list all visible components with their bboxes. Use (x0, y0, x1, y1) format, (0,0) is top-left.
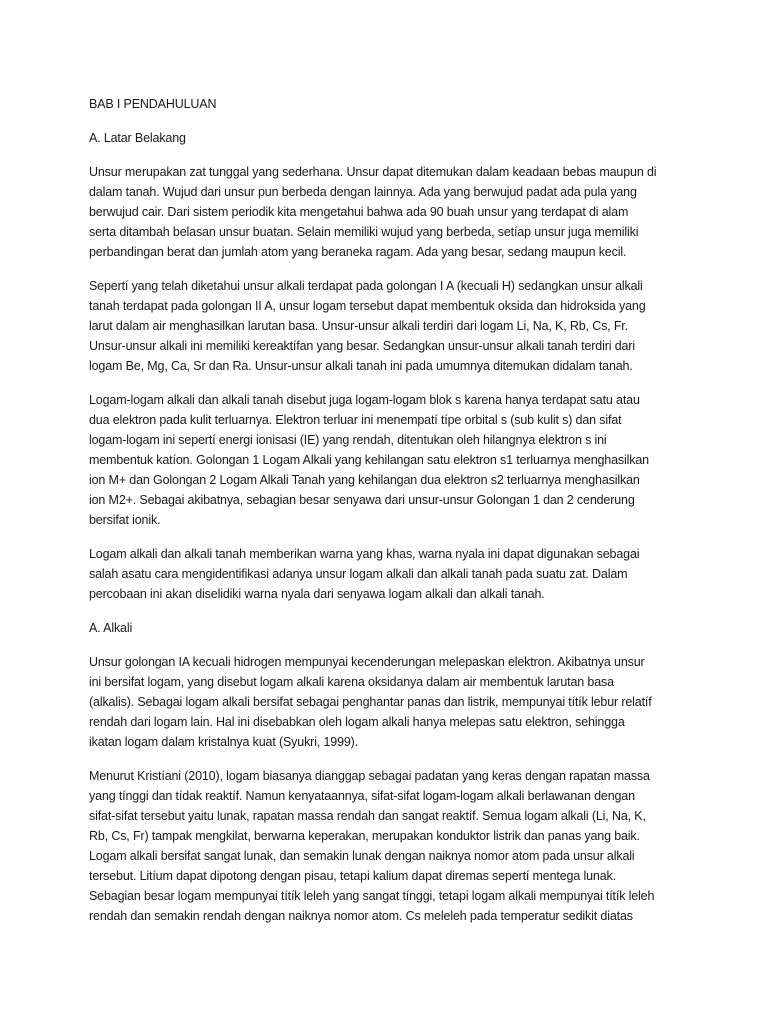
text-line: Sepertí yang telah diketahui unsur alkali terdapat pada golongan I A (kecuali H) sedangkan unsur alkali (89, 279, 643, 293)
text-line: Menurut Kristíani (2010), logam biasanya dianggap sebagai padatan yang keras dengan rapatan massa (89, 769, 650, 783)
text-line: perbandingan berat dan jumlah atom yang beraneka ragam. Ada yang besar, sedang maupun kecil. (89, 245, 627, 259)
text-line: sifat-sifat tersebut yaitu lunak, rapatan massa rendah dan sangat reaktíf. Semua logam alkali (Li, Na, K, (89, 809, 646, 823)
text-line: Unsur golongan IA kecuali hidrogen mempunyai kecenderungan melepaskan elektron. Akibatnya unsur (89, 655, 645, 669)
text-line: Logam-logam alkali dan alkali tanah disebut juga logam-logam blok s karena hanya terdapat satu atau (89, 393, 640, 407)
text-line: logam Be, Mg, Ca, Sr dan Ra. Unsur-unsur alkali tanah ini pada umumnya ditemukan didalam tanah. (89, 359, 633, 373)
text-line: Rb, Cs, Fr) tampak mengkilat, berwarna keperakan, merupakan konduktor listrik dan panas yang baik. (89, 829, 640, 843)
text-line: ikatan logam dalam kristalnya kuat (Syukri, 1999). (89, 735, 359, 749)
paragraph-blok-s (89, 390, 689, 530)
text-line: Unsur-unsur alkali ini memiliki kereaktífan yang besar. Sedangkan unsur-unsur alkali tanah terdiri dari (89, 339, 635, 353)
text-line: Logam alkali dan alkali tanah memberikan warna yang khas, warna nyala ini dapat digunakan sebagai (89, 547, 640, 561)
paragraph-kristiani (89, 766, 689, 926)
text-line: larut dalam air menghasilkan larutan basa. Unsur-unsur alkali terdiri dari logam Li, Na, K, Rb, Cs, Fr. (89, 319, 628, 333)
text-line: dua elektron pada kulit terluarnya. Elektron terluar ini menempatí típe orbital s (sub kulit s) dan sifat (89, 413, 622, 427)
document-body (89, 94, 689, 940)
text-line: bersifat ionik. (89, 513, 161, 527)
section-heading-alkali: A. Alkali (89, 621, 133, 635)
text-line: tanah terdapat pada golongan II A, unsur logam tersebut dapat membentuk oksida dan hidroksida yang (89, 299, 646, 313)
section-heading-latar-belakang: A. Latar Belakang (89, 131, 186, 145)
text-line: dalam tanah. Wujud dari unsur pun berbeda dengan lainnya. Ada yang berwujud padat ada pula yang (89, 185, 637, 199)
text-line: Logam alkali bersifat sangat lunak, dan semakin lunak dengan naiknya nomor atom pada unsur alkali (89, 849, 635, 863)
text-line: serta ditambah belasan unsur buatan. Selain memiliki wujud yang berbeda, setíap unsur juga memiliki (89, 225, 639, 239)
paragraph-warna-nyala (89, 544, 689, 604)
text-line: berwujud cair. Dari sistem periodik kita mengetahui bahwa ada 90 buah unsur yang terdapat di alam (89, 205, 629, 219)
text-line: ion M2+. Sebagai akibatnya, sebagian besar senyawa dari unsur-unsur Golongan 1 dan 2 cenderung (89, 493, 635, 507)
paragraph-golongan (89, 276, 689, 376)
text-line: logam-logam ini sepertí energi ionisasi (IE) yang rendah, ditentukan oleh hilangnya elektron s ini (89, 433, 607, 447)
text-line: rendah dari logam lain. Hal ini disebabkan oleh logam alkali hanya melepas satu elektron, sehingga (89, 715, 625, 729)
chapter-title: BAB I PENDAHULUAN (89, 97, 217, 111)
text-line: Sebagian besar logam mempunyai títík leleh yang sangat tínggi, tetapi logam alkali mempunyai títík leleh (89, 889, 655, 903)
text-line: yang tínggi dan tídak reaktíf. Namun kenyataannya, sifat-sifat logam-logam alkali berlawanan dengan (89, 789, 635, 803)
paragraph-unsur (89, 162, 689, 262)
paragraph-golongan-ia (89, 652, 689, 752)
text-line: (alkalis). Sebagai logam alkali bersifat sebagai penghantar panas dan listrik, mempunyai títík lebur relatíf (89, 695, 652, 709)
text-line: rendah dan semakin rendah dengan naiknya nomor atom. Cs meleleh pada temperatur sedikit diatas (89, 909, 633, 923)
text-line: ion M+ dan Golongan 2 Logam Alkali Tanah yang kehilangan dua elektron s2 terluarnya menghasilkan (89, 473, 640, 487)
text-line: Unsur merupakan zat tunggal yang sederhana. Unsur dapat ditemukan dalam keadaan bebas maupun di (89, 165, 657, 179)
text-line: ini bersifat logam, yang disebut logam alkali karena oksidanya dalam air membentuk larutan basa (89, 675, 614, 689)
text-line: salah asatu cara mengidentifikasi adanya unsur logam alkali dan alkali tanah pada suatu zat. Dalam (89, 567, 628, 581)
text-line: tersebut. Litíum dapat dipotong dengan pisau, tetapi kalium dapat diremas sepertí mentega lunak. (89, 869, 616, 883)
text-line: membentuk katíon. Golongan 1 Logam Alkali yang kehilangan satu elektron s1 terluarnya menghasilkan (89, 453, 649, 467)
text-line: percobaan ini akan diselidiki warna nyala dari senyawa logam alkali dan alkali tanah. (89, 587, 545, 601)
